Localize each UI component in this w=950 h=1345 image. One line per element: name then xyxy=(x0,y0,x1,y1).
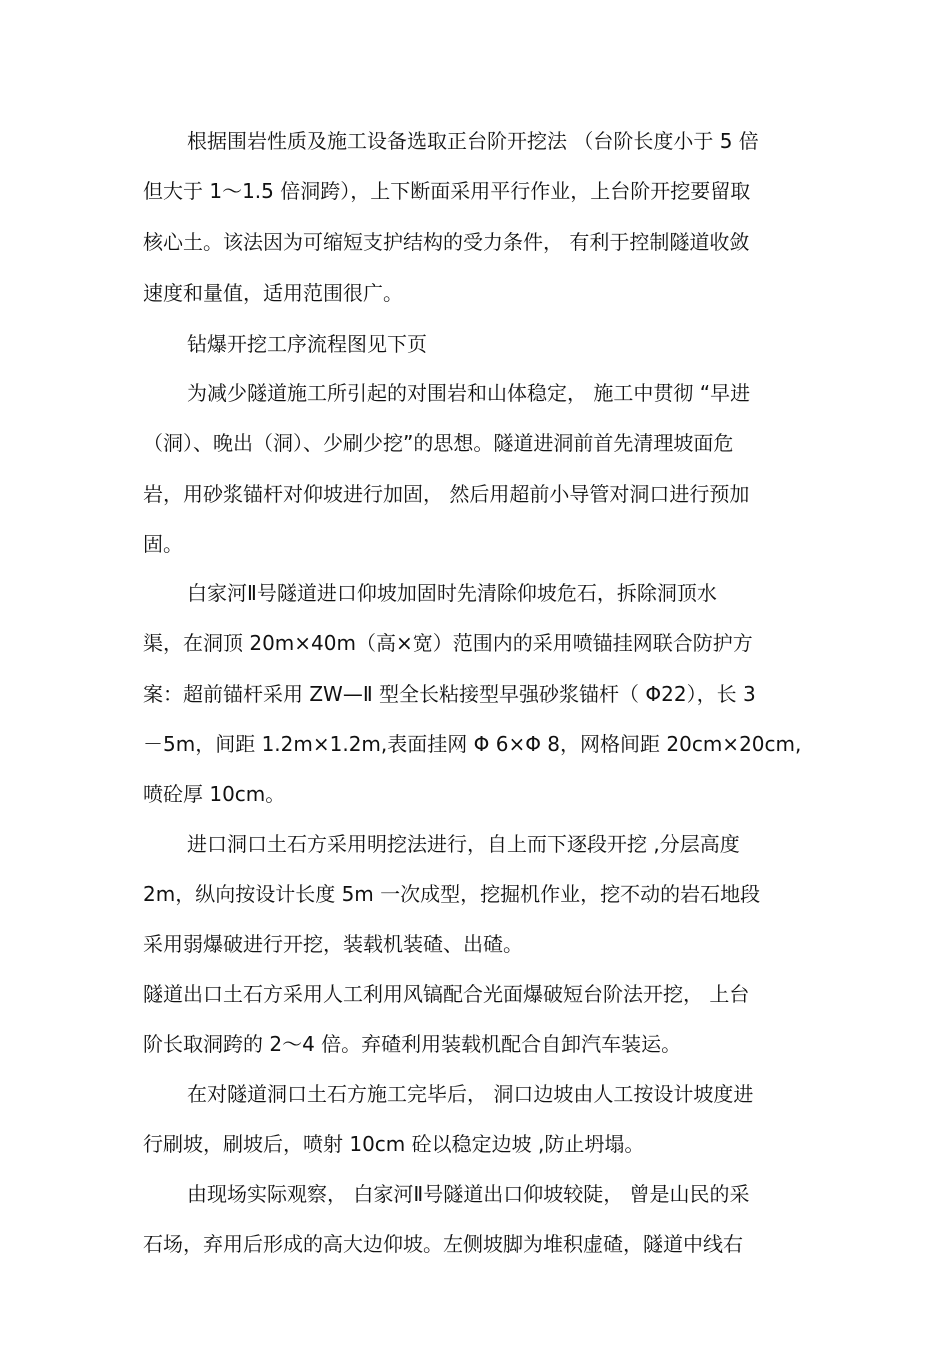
text-line: 隧道出口土石方采用人工利用风镐配合光面爆破短台阶法开挖， 上台 xyxy=(143,982,750,1006)
text-line: （洞）、晚出（洞）、少刷少挖”的思想。隧道进洞前首先清理坡面危 xyxy=(143,431,734,455)
text-line: 但大于 1～1.5 倍洞跨），上下断面采用平行作业，上台阶开挖要留取 xyxy=(143,179,751,203)
text-line: 为减少隧道施工所引起的对围岩和山体稳定， 施工中贯彻 “早进 xyxy=(187,381,751,405)
text-line: 渠，在洞顶 20m×40m（高×宽）范围内的采用喷锚挂网联合防护方 xyxy=(143,631,753,655)
text-line: 采用弱爆破进行开挖，装载机装碴、出碴。 xyxy=(143,932,523,956)
text-line: 行刷坡，刷坡后，喷射 10cm 砼以稳定边坡 ,防止坍塌。 xyxy=(143,1132,645,1156)
text-line: －5m，间距 1.2m×1.2m,表面挂网 Φ 6×Φ 8，网格间距 20cm×20cm, xyxy=(143,732,802,756)
text-line: 核心土。该法因为可缩短支护结构的受力条件， 有利于控制隧道收敛 xyxy=(143,230,750,254)
text-line: 2m，纵向按设计长度 5m 一次成型，挖掘机作业，挖不动的岩石地段 xyxy=(143,882,761,906)
text-line: 由现场实际观察， 白家河Ⅱ号隧道出口仰坡较陡， 曾是山民的采 xyxy=(187,1182,750,1206)
text-line: 阶长取洞跨的 2～4 倍。弃碴利用装载机配合自卸汽车装运。 xyxy=(143,1032,682,1056)
text-line: 喷砼厚 10cm。 xyxy=(143,782,286,806)
text-line: 速度和量值，适用范围很广。 xyxy=(143,281,403,305)
text-line: 岩，用砂浆锚杆对仰坡进行加固， 然后用超前小导管对洞口进行预加 xyxy=(143,482,750,506)
text-line: 根据围岩性质及施工设备选取正台阶开挖法 （台阶长度小于 5 倍 xyxy=(187,129,759,153)
text-line: 案：超前锚杆采用 ZW—Ⅱ 型全长粘接型早强砂浆锚杆（ Φ22），长 3 xyxy=(143,682,756,706)
text-line: 固。 xyxy=(143,532,183,556)
text-line: 钻爆开挖工序流程图见下页 xyxy=(187,332,427,356)
text-line: 在对隧道洞口土石方施工完毕后， 洞口边坡由人工按设计坡度进 xyxy=(187,1082,754,1106)
text-line: 进口洞口土石方采用明挖法进行，自上而下逐段开挖 ,分层高度 xyxy=(187,832,740,856)
text-line: 石场，弃用后形成的高大边仰坡。左侧坡脚为堆积虚碴，隧道中线右 xyxy=(143,1232,743,1256)
text-line: 白家河Ⅱ号隧道进口仰坡加固时先清除仰坡危石，拆除洞顶水 xyxy=(187,581,717,605)
